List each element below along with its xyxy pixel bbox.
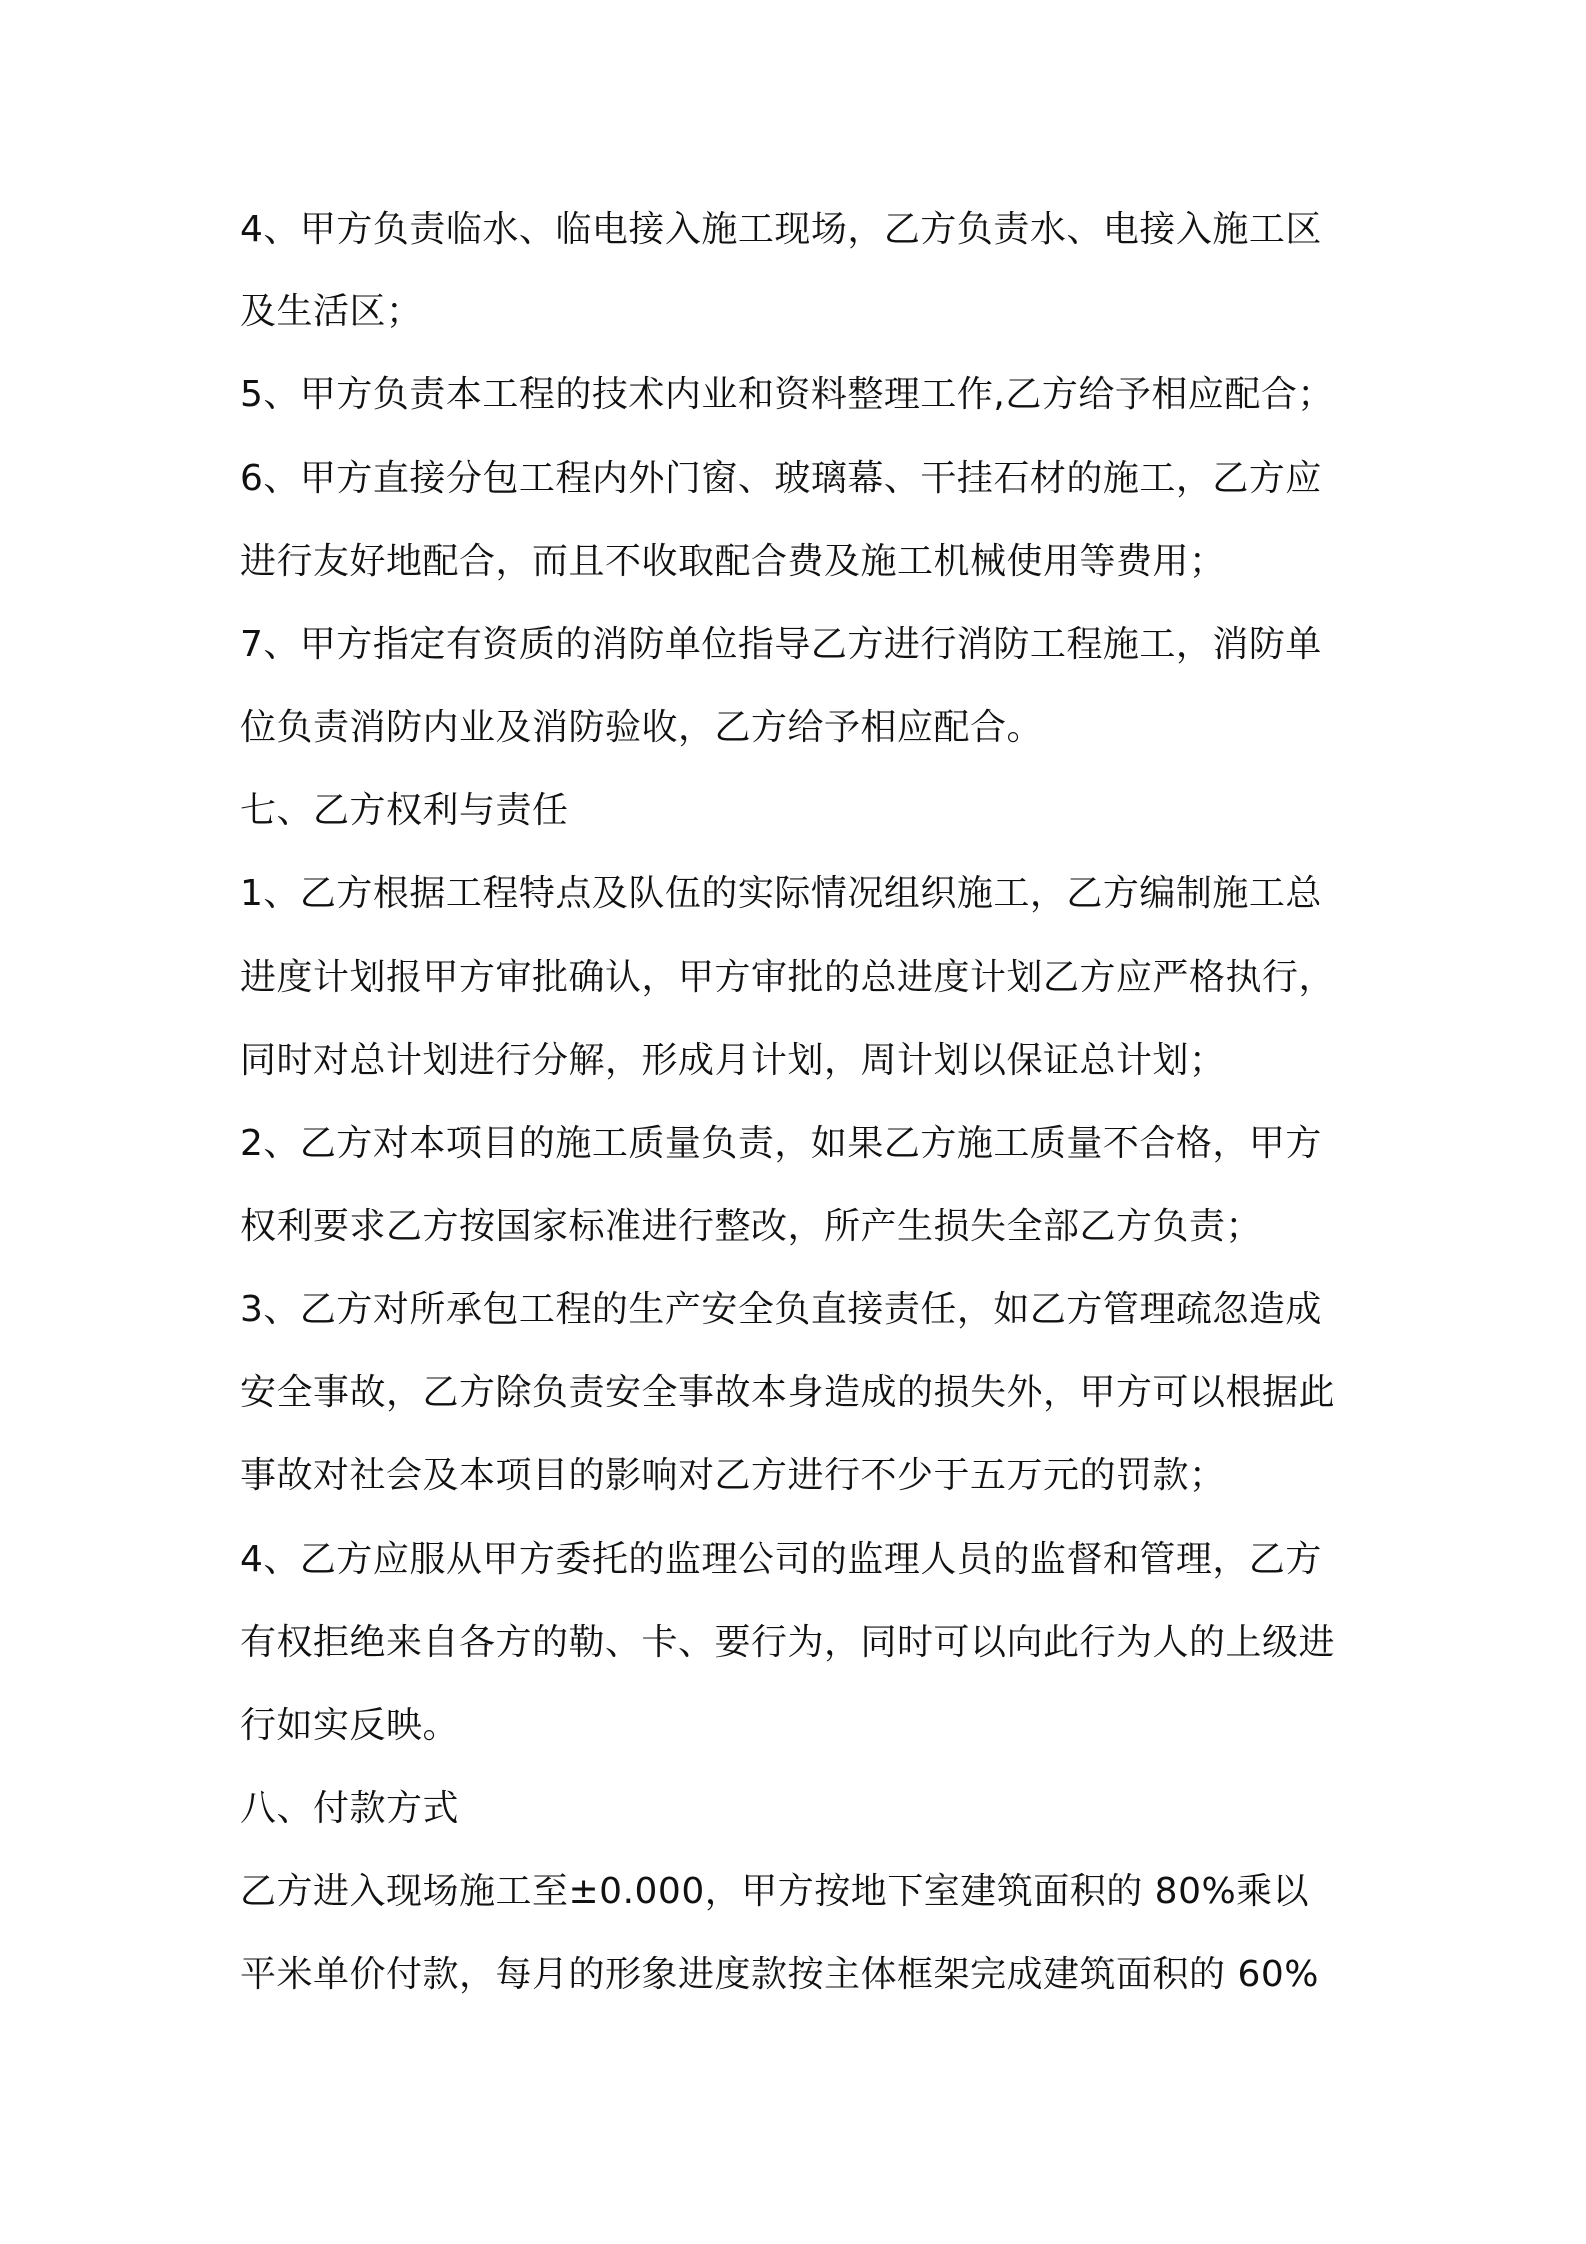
text-line: 4、甲方负责临水、临电接入施工现场，乙方负责水、电接入施工区: [240, 209, 1322, 250]
text-line: 安全事故，乙方除负责安全事故本身造成的损失外，甲方可以根据此: [240, 1372, 1336, 1413]
text-line: 及生活区；: [240, 291, 423, 332]
text-line: 行如实反映。: [240, 1705, 460, 1746]
text-line: 7、甲方指定有资质的消防单位指导乙方进行消防工程施工，消防单: [240, 624, 1322, 665]
text-line: 乙方进入现场施工至±0.000，甲方按地下室建筑面积的 80%乘以: [240, 1871, 1310, 1912]
text-line: 事故对社会及本项目的影响对乙方进行不少于五万元的罚款；: [240, 1455, 1226, 1496]
text-line: 进行友好地配合，而且不收取配合费及施工机械使用等费用；: [240, 541, 1226, 582]
text-line: 有权拒绝来自各方的勒、卡、要行为，同时可以向此行为人的上级进: [240, 1622, 1336, 1663]
text-line: 位负责消防内业及消防验收，乙方给予相应配合。: [240, 707, 1044, 748]
text-line: 6、甲方直接分包工程内外门窗、玻璃幕、干挂石材的施工，乙方应: [240, 458, 1322, 499]
section-heading: 七、乙方权利与责任: [240, 790, 569, 831]
text-line: 1、乙方根据工程特点及队伍的实际情况组织施工，乙方编制施工总: [240, 873, 1322, 914]
text-line: 进度计划报甲方审批确认，甲方审批的总进度计划乙方应严格执行，: [240, 957, 1336, 998]
text-line: 4、乙方应服从甲方委托的监理公司的监理人员的监督和管理，乙方: [240, 1539, 1322, 1580]
text-line: 平米单价付款，每月的形象进度款按主体框架完成建筑面积的 60%: [240, 1954, 1319, 1995]
text-line: 3、乙方对所承包工程的生产安全负直接责任，如乙方管理疏忽造成: [240, 1289, 1322, 1330]
text-line: 2、乙方对本项目的施工质量负责，如果乙方施工质量不合格，甲方: [240, 1123, 1322, 1164]
text-line: 同时对总计划进行分解，形成月计划，周计划以保证总计划；: [240, 1040, 1226, 1081]
section-heading: 八、付款方式: [240, 1788, 460, 1829]
text-line: 权利要求乙方按国家标准进行整改，所产生损失全部乙方负责；: [240, 1206, 1263, 1247]
text-line: 5、甲方负责本工程的技术内业和资料整理工作,乙方给予相应配合；: [240, 374, 1334, 415]
